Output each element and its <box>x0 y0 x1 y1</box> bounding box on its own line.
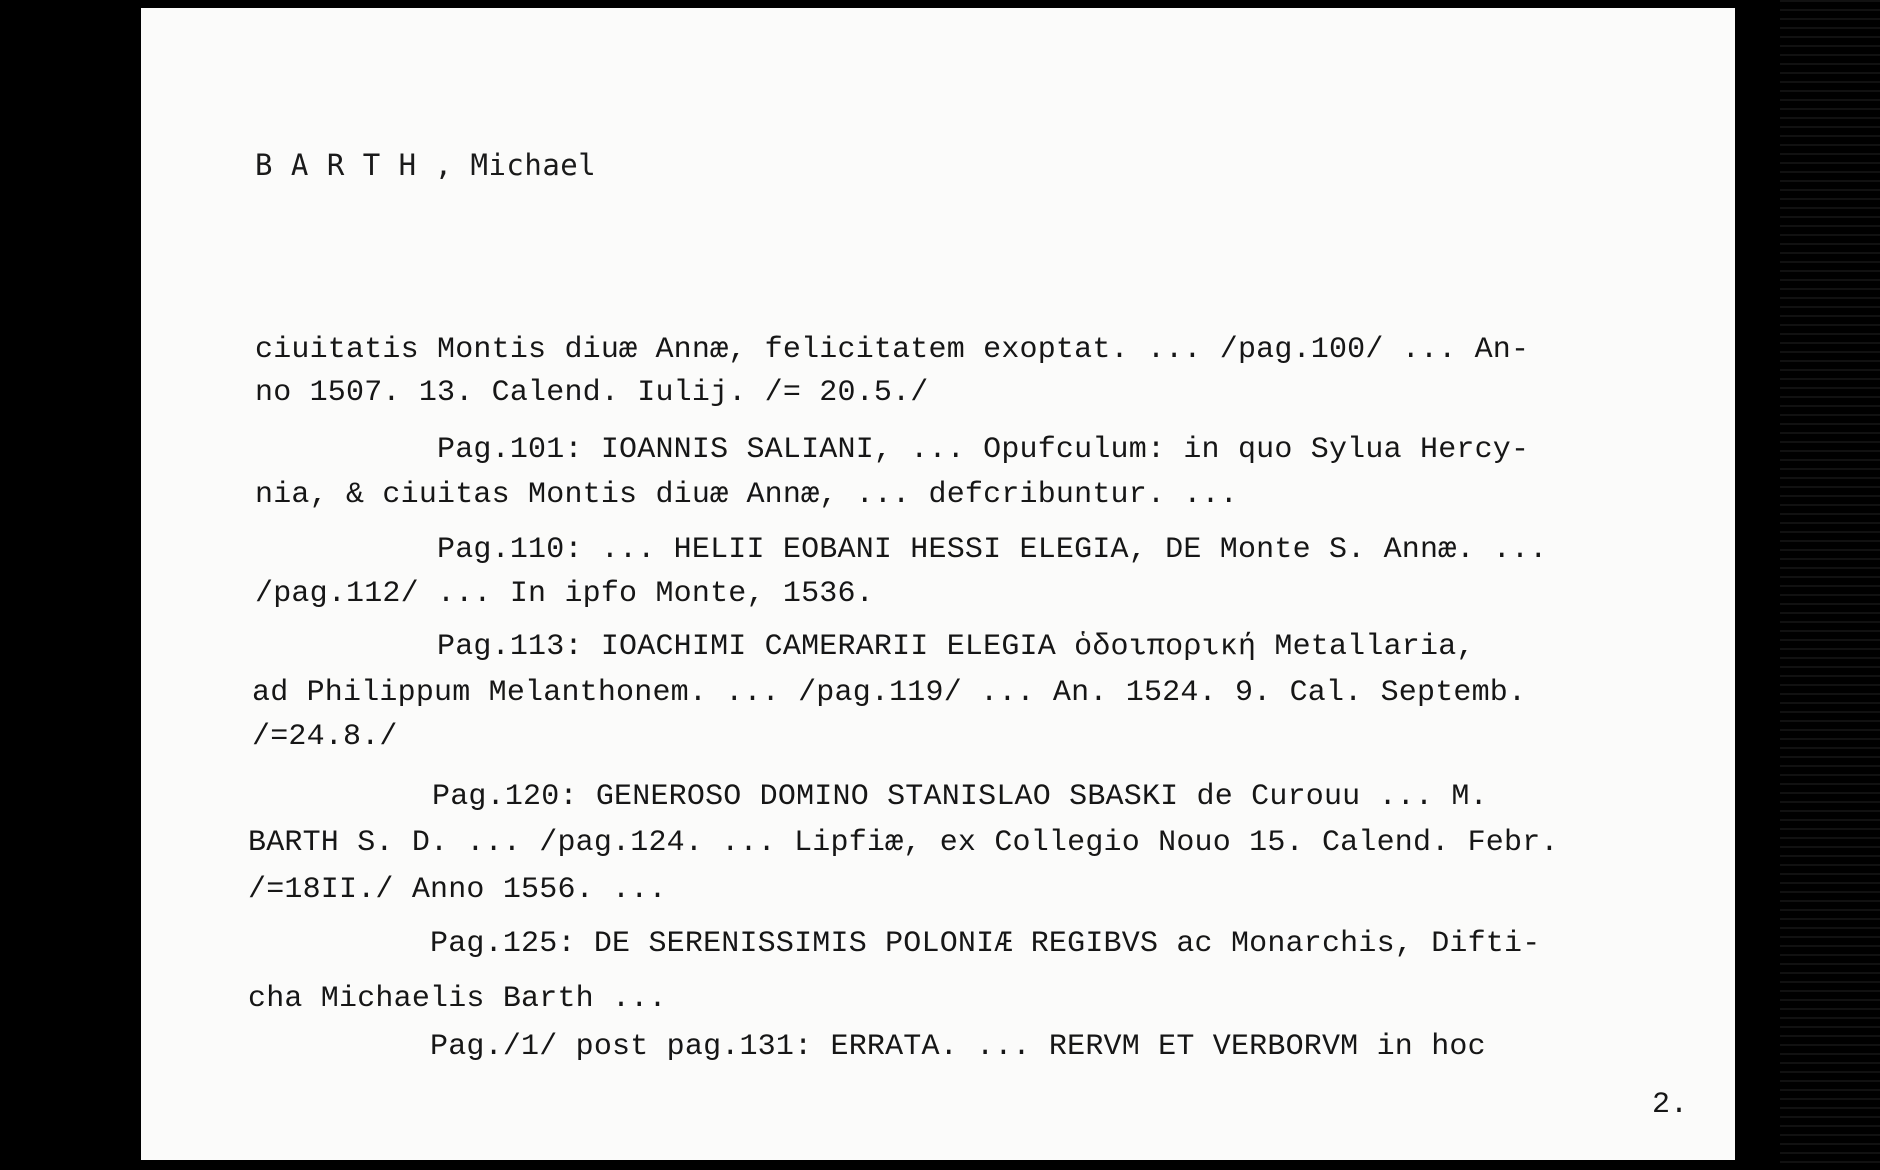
card-line-4: nia, & ciuitas Montis diuæ Annæ, ... defcribuntur. ... <box>255 478 1238 512</box>
card-page-number: 2. <box>1652 1088 1689 1122</box>
card-line-3: Pag.101: IOANNIS SALIANI, ... Opufculum: in quo Sylua Hercy- <box>255 433 1530 467</box>
card-line-6: /pag.112/ ... In ipfo Monte, 1536. <box>255 577 874 611</box>
card-heading-author: B A R T H , Michael <box>255 148 597 182</box>
card-line-14: cha Michaelis Barth ... <box>248 982 667 1016</box>
card-line-12: /=18II./ Anno 1556. ... <box>248 873 667 907</box>
card-line-11: BARTH S. D. ... /pag.124. ... Lipfiæ, ex Collegio Nouo 15. Calend. Febr. <box>248 826 1559 860</box>
scan-edge-noise <box>1780 0 1880 1170</box>
card-line-2: no 1507. 13. Calend. Iulij. /= 20.5./ <box>255 376 929 410</box>
card-line-8: ad Philippum Melanthonem. ... /pag.119/ ... An. 1524. 9. Cal. Septemb. <box>252 676 1527 710</box>
card-line-7: Pag.113: IOACHIMI CAMERARII ELEGIA ὁδοιπορική Metallaria, <box>255 630 1475 664</box>
card-line-5: Pag.110: ... HELII EOBANI HESSI ELEGIA, DE Monte S. Annæ. ... <box>255 533 1548 567</box>
card-line-1: ciuitatis Montis diuæ Annæ, felicitatem exoptat. ... /pag.100/ ... An- <box>255 333 1530 367</box>
card-line-9: /=24.8./ <box>252 720 398 754</box>
card-line-13: Pag.125: DE SERENISSIMIS POLONIÆ REGIBVS ac Monarchis, Difti- <box>248 927 1541 961</box>
card-line-15: Pag./1/ post pag.131: ERRATA. ... RERVM ET VERBORVM in hoc <box>248 1030 1486 1064</box>
card-line-10: Pag.120: GENEROSO DOMINO STANISLAO SBASKI de Curouu ... M. <box>250 780 1488 814</box>
